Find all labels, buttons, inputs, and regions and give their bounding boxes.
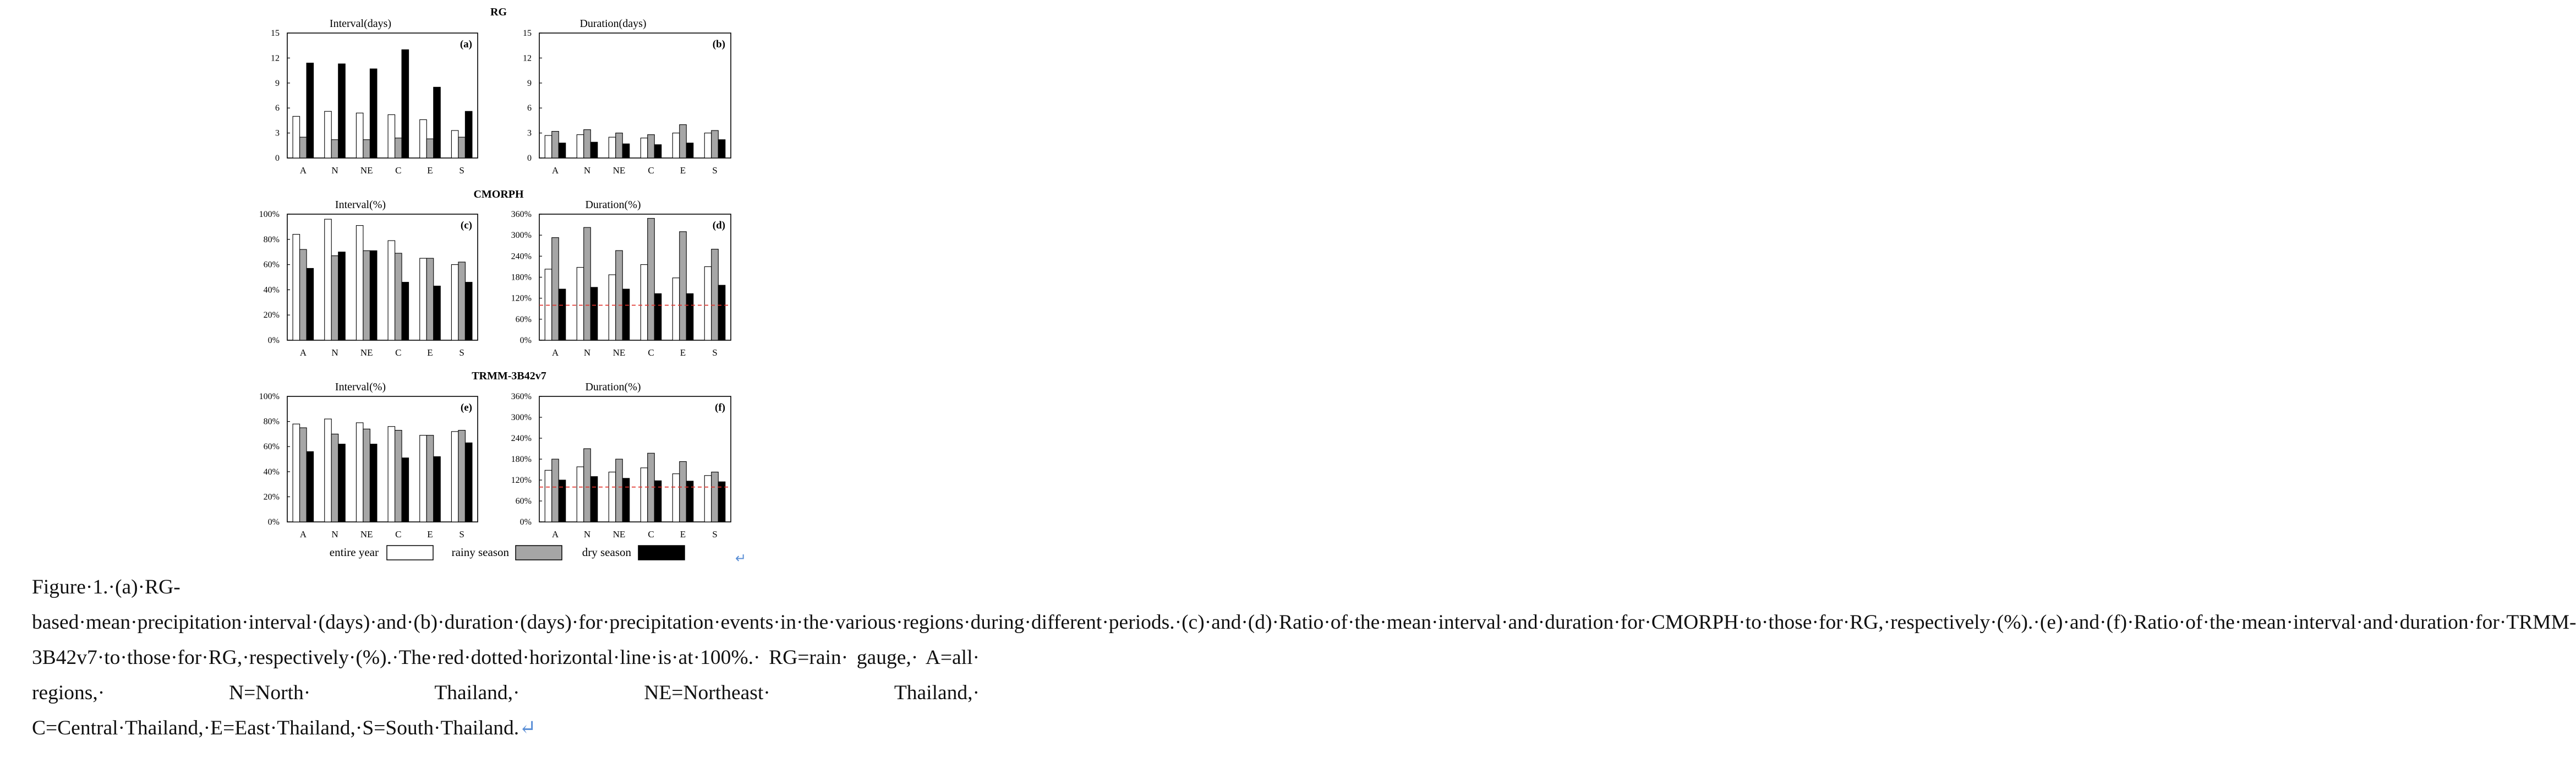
bar-dry-season-a [307,268,314,340]
bar-entire-year-n [325,419,332,522]
x-tick-label: E [680,347,686,358]
chart-panels [259,18,731,540]
bar-dry-season-ne [370,444,377,522]
bar-entire-year-c [388,427,395,522]
plot-frame [539,214,731,340]
y-tick-label: 40% [263,285,280,295]
y-tick-label: 0 [275,154,280,163]
bar-rainy-season-c [648,453,655,522]
bar-dry-season-e [686,143,693,158]
bar-rainy-season-a [300,137,307,158]
x-tick-label: C [648,165,654,176]
bar-rainy-season-s [712,249,719,340]
bar-dry-season-a [307,63,314,158]
bar-entire-year-a [545,470,552,522]
panel-label: (e) [460,402,472,413]
legend-swatch-rainy-season [516,546,562,560]
bar-dry-season-s [465,282,472,340]
x-tick-label: E [680,529,686,540]
y-tick-label: 20% [263,310,280,320]
y-tick-label: 3 [275,128,280,138]
bar-rainy-season-e [680,124,687,158]
legend-label-dry-season: dry season [582,546,631,559]
bar-entire-year-ne [609,137,616,158]
y-tick-label: 0% [267,517,280,527]
y-tick-label: 20% [263,492,280,502]
group-title-rg: RG [490,6,507,18]
bar-entire-year-c [641,138,648,158]
x-tick-label: NE [612,529,626,540]
bar-dry-season-s [465,111,472,158]
legend [330,546,746,566]
bar-rainy-season-ne [616,250,623,340]
legend-swatch-entire-year [387,546,433,560]
caption-text: Figure·1.·(a)·RG-based·mean·precipitation·interval·(days)·and·(b)·duration·(days)·for·precipitation·events·in·the·various·regions·during·different·periods.·(c)·and·(d)·Ratio·of·the·mean·interval·and·duration·for·CMORPH·to·those·for·RG,·respectively·(%).·(e)·and·(f)·Ratio·of·the·mean·interval·and·duration·for·TRMM-3B42v7·to·those·for·RG,·respectively·(%).·The·red·dotted·horizontal·line·is·at·100%.· RG=rain· gauge,· A=all· regions,· N=North· Thailand,· NE=Northeast· Thailand,· C=Central·Thailand,·E=East·Thailand,·S=South·Thailand. [32,576,2576,739]
x-tick-label: N [583,347,591,358]
bar-rainy-season-e [426,139,434,158]
y-tick-label: 120% [511,293,532,303]
bar-dry-season-c [402,50,409,158]
bar-dry-season-s [718,482,725,522]
group-title-trmm: TRMM-3B42v7 [472,370,546,382]
bar-entire-year-ne [609,472,616,522]
bar-rainy-season-ne [363,429,370,522]
legend-label-rainy-season: rainy season [451,546,509,559]
chart-panel-d [511,199,731,358]
chart-panel-f [511,381,731,540]
bar-dry-season-c [402,458,409,522]
bar-dry-season-n [338,64,346,158]
bar-dry-season-e [686,293,693,340]
bar-rainy-season-c [395,431,402,522]
bar-rainy-season-ne [616,459,623,522]
x-tick-label: C [395,347,402,358]
bar-rainy-season-s [458,431,466,522]
x-tick-label: A [299,165,307,176]
bar-dry-season-n [590,477,598,522]
plot-frame [287,396,478,522]
x-tick-label: A [551,347,559,358]
x-tick-label: NE [360,529,373,540]
x-tick-label: C [648,347,654,358]
x-tick-label: C [395,165,402,176]
y-tick-label: 3 [527,128,532,138]
y-tick-label: 15 [523,29,532,38]
x-tick-label: E [427,165,433,176]
panel-label: (d) [712,220,725,231]
bar-entire-year-e [420,435,427,522]
bar-entire-year-s [704,266,712,340]
return-mark-caption: ↵ [519,717,537,739]
x-tick-label: NE [612,165,626,176]
y-tick-label: 240% [511,434,532,443]
y-tick-label: 0% [519,517,532,527]
y-tick-label: 60% [263,442,280,452]
bar-rainy-season-a [552,459,559,522]
bar-entire-year-n [577,268,584,340]
y-tick-label: 240% [511,252,532,262]
bar-rainy-season-s [712,472,719,522]
x-tick-label: E [680,165,686,176]
bar-entire-year-n [577,467,584,522]
y-tick-label: 300% [511,413,532,422]
bar-rainy-season-e [426,435,434,522]
bar-dry-season-a [559,143,566,158]
x-tick-label: N [331,529,338,540]
x-tick-label: NE [360,165,373,176]
x-tick-label: A [551,165,559,176]
bar-rainy-season-s [458,262,466,340]
bar-rainy-season-a [552,238,559,340]
y-tick-label: 0% [267,336,280,345]
bar-entire-year-e [672,278,680,340]
x-tick-label: N [331,165,338,176]
chart-panel-a [271,18,478,176]
x-tick-label: S [712,529,718,540]
y-tick-label: 120% [511,476,532,485]
y-tick-label: 12 [271,53,280,63]
bar-rainy-season-c [648,219,655,340]
bar-dry-season-n [338,252,346,340]
figure-canvas [0,0,997,567]
bar-entire-year-ne [356,423,363,522]
bar-entire-year-e [420,119,427,158]
bar-dry-season-e [434,456,441,522]
x-tick-label: S [459,165,464,176]
x-tick-label: NE [612,347,626,358]
x-tick-label: S [459,347,464,358]
bar-dry-season-s [465,443,472,522]
x-tick-label: S [459,529,464,540]
bar-entire-year-a [293,424,300,522]
bar-rainy-season-e [426,258,434,340]
bar-dry-season-a [559,480,566,522]
bar-entire-year-ne [356,226,363,340]
bar-rainy-season-e [680,461,687,522]
bar-dry-season-ne [370,69,377,158]
bar-entire-year-ne [356,113,363,158]
x-tick-label: E [427,529,433,540]
bar-dry-season-s [718,140,725,158]
chart-title: Interval(%) [335,199,386,211]
plot-frame [287,214,478,340]
chart-panel-c [259,199,478,358]
bar-entire-year-n [325,111,332,158]
y-tick-label: 40% [263,467,280,477]
bar-entire-year-e [672,133,680,158]
plot-frame [539,396,731,522]
panel-label: (f) [715,402,725,413]
x-tick-label: S [712,347,718,358]
bar-dry-season-c [654,293,661,340]
bar-entire-year-a [293,116,300,158]
x-tick-label: A [551,529,559,540]
bar-entire-year-s [451,130,458,158]
bar-rainy-season-c [395,138,402,158]
chart-title: Duration(%) [585,381,641,393]
chart-panel-b [523,18,731,176]
y-tick-label: 360% [511,392,532,401]
y-tick-label: 180% [511,455,532,464]
y-tick-label: 360% [511,210,532,219]
bar-rainy-season-a [552,132,559,158]
bar-rainy-season-c [395,253,402,340]
x-tick-label: C [395,529,402,540]
bar-rainy-season-a [300,249,307,340]
bar-entire-year-c [388,115,395,158]
y-tick-label: 6 [527,103,532,113]
x-tick-label: A [299,347,307,358]
bar-dry-season-a [559,289,566,340]
bar-rainy-season-n [331,256,338,340]
panel-label: (a) [460,39,472,50]
bar-entire-year-s [451,432,458,522]
bar-dry-season-ne [622,289,630,340]
bar-dry-season-n [590,142,598,158]
bar-entire-year-s [704,476,712,522]
bar-rainy-season-a [300,428,307,522]
y-tick-label: 0% [519,336,532,345]
chart-title: Duration(%) [585,199,641,211]
y-tick-label: 180% [511,273,532,282]
bar-dry-season-ne [622,144,630,158]
bar-rainy-season-n [584,130,591,158]
bar-rainy-season-s [712,130,719,158]
chart-title: Interval(%) [335,381,386,393]
bar-entire-year-c [388,241,395,340]
bar-entire-year-c [641,468,648,522]
plot-frame [539,33,731,158]
bar-dry-season-s [718,285,725,340]
bar-dry-season-c [402,282,409,340]
chart-panel-e [259,381,478,540]
bar-dry-season-e [434,286,441,340]
plot-frame [287,33,478,158]
legend-label-entire-year: entire year [329,546,379,559]
bar-rainy-season-ne [363,250,370,340]
bar-entire-year-a [545,135,552,158]
bar-entire-year-s [451,265,458,340]
return-mark-figure: ↵ [735,551,747,566]
bar-rainy-season-n [584,227,591,340]
y-tick-label: 60% [515,314,532,324]
y-tick-label: 6 [275,103,280,113]
x-tick-label: N [583,529,591,540]
group-title-cmorph: CMORPH [473,188,524,200]
bar-entire-year-c [641,265,648,340]
bar-entire-year-a [293,235,300,340]
bar-rainy-season-ne [363,140,370,158]
bar-entire-year-n [577,135,584,158]
bar-rainy-season-n [331,434,338,522]
bar-rainy-season-n [331,140,338,158]
legend-swatch-dry-season [638,546,685,560]
x-tick-label: A [299,529,307,540]
bar-entire-year-s [704,133,712,158]
x-tick-label: S [712,165,718,176]
bar-dry-season-n [338,444,346,522]
bar-dry-season-e [434,87,441,158]
y-tick-label: 300% [511,231,532,241]
bar-rainy-season-e [680,232,687,340]
figure-caption [32,570,2576,746]
bar-dry-season-n [590,287,598,340]
bar-entire-year-e [672,474,680,522]
x-tick-label: NE [360,347,373,358]
x-tick-label: N [583,165,591,176]
bar-dry-season-c [654,145,661,158]
panel-label: (c) [460,220,472,231]
y-tick-label: 9 [527,78,532,88]
bar-rainy-season-s [458,137,466,158]
y-tick-label: 80% [263,235,280,244]
y-tick-label: 12 [523,53,532,63]
bar-rainy-season-ne [616,133,623,158]
bar-entire-year-ne [609,275,616,340]
bar-rainy-season-c [648,135,655,158]
panel-label: (b) [712,39,725,50]
bar-dry-season-a [307,451,314,522]
chart-title: Interval(days) [329,18,392,30]
x-tick-label: E [427,347,433,358]
bar-entire-year-e [420,258,427,340]
bar-entire-year-n [325,219,332,340]
y-tick-label: 9 [275,78,280,88]
bar-entire-year-a [545,269,552,340]
x-tick-label: N [331,347,338,358]
bar-dry-season-ne [370,250,377,340]
y-tick-label: 100% [259,392,280,401]
y-tick-label: 100% [259,210,280,219]
chart-title: Duration(days) [579,18,647,30]
y-tick-label: 0 [527,154,532,163]
bar-dry-season-ne [622,478,630,522]
bar-rainy-season-n [584,449,591,522]
y-tick-label: 60% [263,260,280,270]
y-tick-label: 60% [515,497,532,506]
x-tick-label: C [648,529,654,540]
y-tick-label: 15 [271,29,280,38]
y-tick-label: 80% [263,417,280,427]
